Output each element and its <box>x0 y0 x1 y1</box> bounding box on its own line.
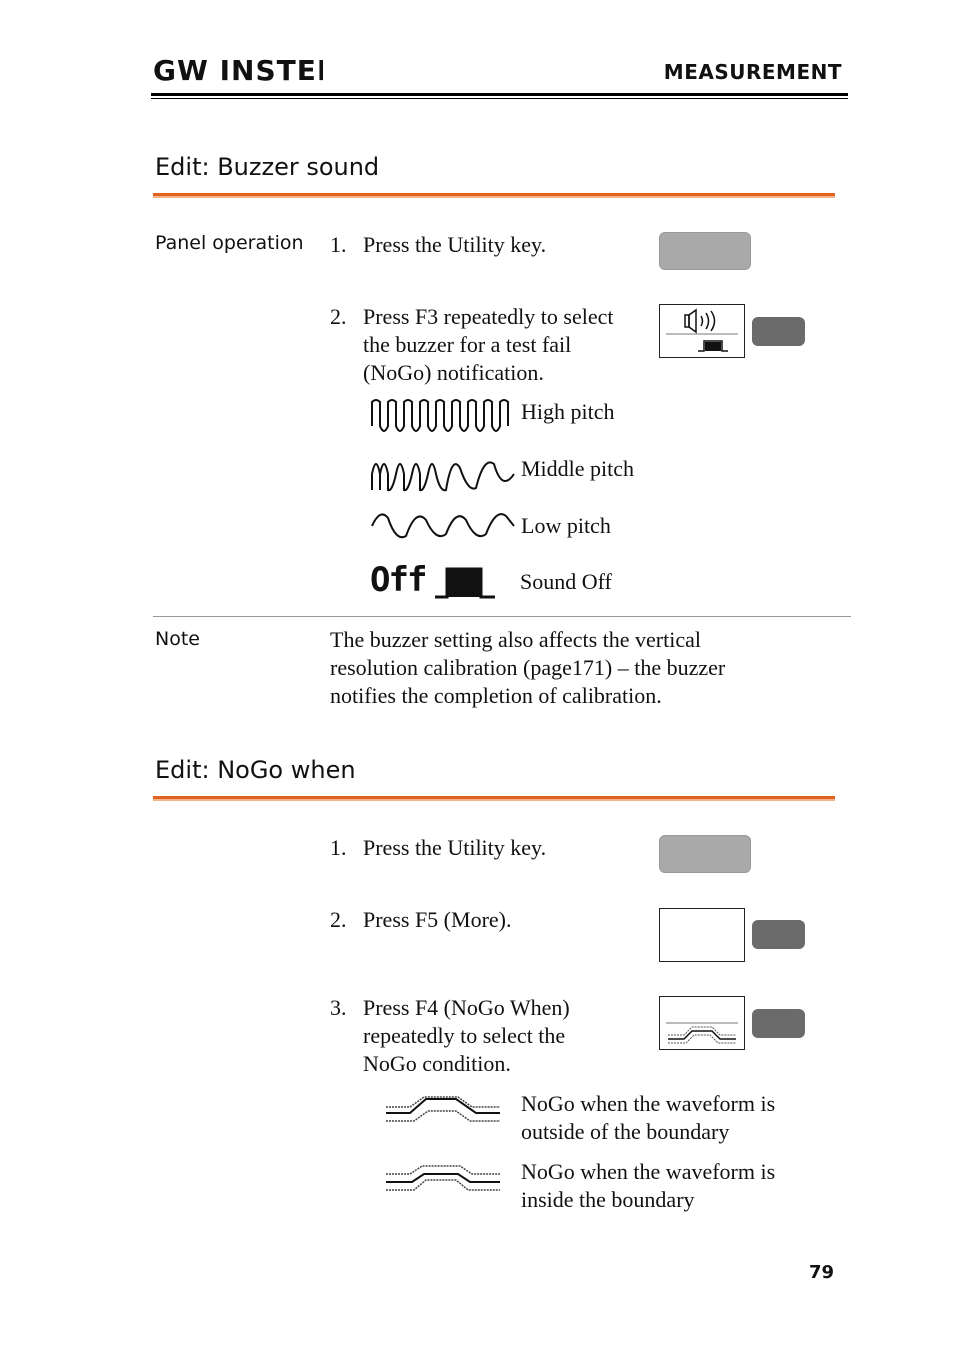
section-underline <box>153 796 835 799</box>
step-text: Press F5 (More). <box>363 907 512 932</box>
option-nogo-inside-line: inside the boundary <box>521 1187 695 1212</box>
gw-instek-logo-icon <box>153 54 323 84</box>
low-pitch-wave-icon <box>370 508 516 542</box>
f3-buzzer-softkey-display <box>659 304 745 358</box>
step-text-line: repeatedly to select the <box>363 1023 566 1048</box>
utility-key-button[interactable] <box>659 232 751 270</box>
note-text-line: The buzzer setting also affects the vertical <box>330 627 701 652</box>
nogo-outside-icon <box>384 1093 502 1127</box>
nogo-boundary-icon <box>660 997 744 1049</box>
note-label: Note <box>155 628 200 650</box>
step-text-line: NoGo condition. <box>363 1051 511 1076</box>
option-sound-off: Sound Off <box>520 569 612 594</box>
header-section-title: MEASUREMENT <box>663 60 842 84</box>
f4-nogo-softkey-display <box>659 996 745 1050</box>
step-number: 3. <box>330 995 347 1020</box>
step-number: 2. <box>330 907 347 932</box>
header-rule-thin <box>151 98 848 99</box>
step-text-line: the buzzer for a test fail <box>363 332 572 357</box>
step-text: Press the Utility key. <box>363 232 547 257</box>
option-nogo-outside-line: outside of the boundary <box>521 1119 730 1144</box>
option-nogo-outside-line: NoGo when the waveform is <box>521 1091 776 1116</box>
section-underline <box>153 193 835 196</box>
step-text: Press the Utility key. <box>363 835 547 860</box>
step-number: 1. <box>330 835 347 860</box>
option-low-pitch: Low pitch <box>521 513 611 538</box>
step-number: 2. <box>330 304 347 329</box>
option-nogo-inside-line: NoGo when the waveform is <box>521 1159 776 1184</box>
high-pitch-wave-icon <box>370 396 512 436</box>
note-divider <box>153 616 851 617</box>
speaker-icon <box>660 305 744 357</box>
section-title-buzzer: Edit: Buzzer sound <box>155 153 380 181</box>
panel-operation-label: Panel operation <box>155 232 304 254</box>
note-text-line: notifies the completion of calibration. <box>330 683 662 708</box>
off-glyph: Off <box>370 560 426 600</box>
section-title-nogo: Edit: NoGo when <box>155 756 356 784</box>
step-text-line: Press F3 repeatedly to select <box>363 304 614 329</box>
option-high-pitch: High pitch <box>521 399 615 424</box>
note-text-line: resolution calibration (page171) – the buzzer <box>330 655 726 680</box>
f5-key-button[interactable] <box>752 920 805 949</box>
page-number: 79 <box>808 1262 834 1283</box>
step-text-line: Press F4 (NoGo When) <box>363 995 570 1020</box>
sound-off-icon <box>433 566 497 602</box>
f3-key-button[interactable] <box>752 317 805 346</box>
svg-text:GW INSTEK: GW INSTEK <box>153 54 323 84</box>
f4-key-button[interactable] <box>752 1009 805 1038</box>
option-middle-pitch: Middle pitch <box>521 456 635 481</box>
middle-pitch-wave-icon <box>370 452 516 494</box>
f5-more-softkey-display <box>659 908 745 962</box>
header-rule <box>151 93 848 96</box>
step-number: 1. <box>330 232 347 257</box>
nogo-inside-icon <box>384 1162 502 1196</box>
brand-logo <box>153 54 323 89</box>
utility-key-button[interactable] <box>659 835 751 873</box>
step-text-line: (NoGo) notification. <box>363 360 544 385</box>
